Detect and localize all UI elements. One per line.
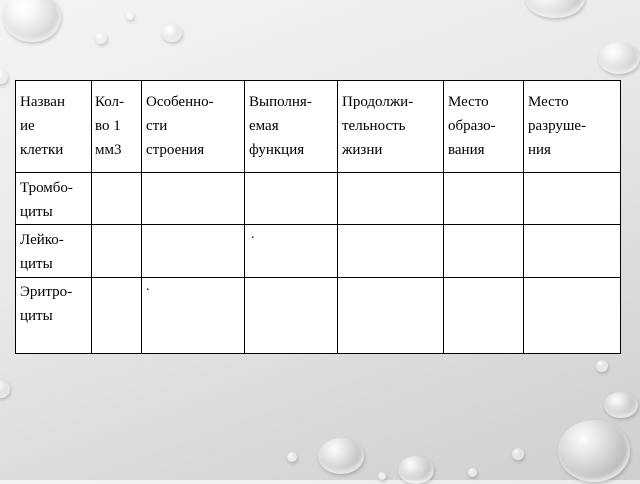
header-cell-function: Выполня- емая функция <box>249 94 312 158</box>
destruction-place-column <box>524 81 621 354</box>
water-drop-decoration <box>0 70 8 84</box>
function-column <box>245 81 338 354</box>
blood-cells-table <box>15 80 620 353</box>
water-drop-decoration <box>378 472 386 480</box>
water-drop-decoration <box>287 452 297 462</box>
row-label-erythrocytes: Эритро- циты <box>20 284 73 324</box>
count-column <box>92 81 142 354</box>
header-cell-lifespan: Продолжи- тельность жизни <box>342 94 414 158</box>
water-drop-decoration <box>596 360 608 372</box>
water-drop-decoration <box>598 42 640 74</box>
water-drop-decoration <box>604 392 638 418</box>
water-drop-decoration <box>0 380 10 398</box>
water-drop-decoration <box>162 24 182 42</box>
header-cell-formation-place: Место образо- вания <box>448 94 496 158</box>
water-drop-decoration <box>525 0 585 18</box>
water-drop-decoration <box>318 438 364 474</box>
water-drop-decoration <box>3 0 61 42</box>
cell-mark: . <box>146 279 150 294</box>
structure-column <box>142 81 245 354</box>
lifespan-column <box>338 81 444 354</box>
formation-place-column <box>444 81 524 354</box>
header-cell-destruction-place: Место разруше- ния <box>528 94 587 158</box>
row-label-leukocytes: Лейко- циты <box>20 232 64 272</box>
cell-mark: . <box>251 227 255 242</box>
header-cell-name: Назван ие клетки <box>20 94 65 158</box>
header-cell-structure: Особенно- сти строения <box>146 94 214 158</box>
water-drop-decoration <box>512 448 524 460</box>
name-column <box>16 81 92 354</box>
row-label-thrombocytes: Тромбо- циты <box>20 180 73 220</box>
water-drop-decoration <box>558 420 630 482</box>
water-drop-decoration <box>468 468 477 477</box>
water-drop-decoration <box>95 32 107 44</box>
header-cell-count: Кол- во 1 мм3 <box>95 94 125 158</box>
water-drop-decoration <box>126 12 134 20</box>
